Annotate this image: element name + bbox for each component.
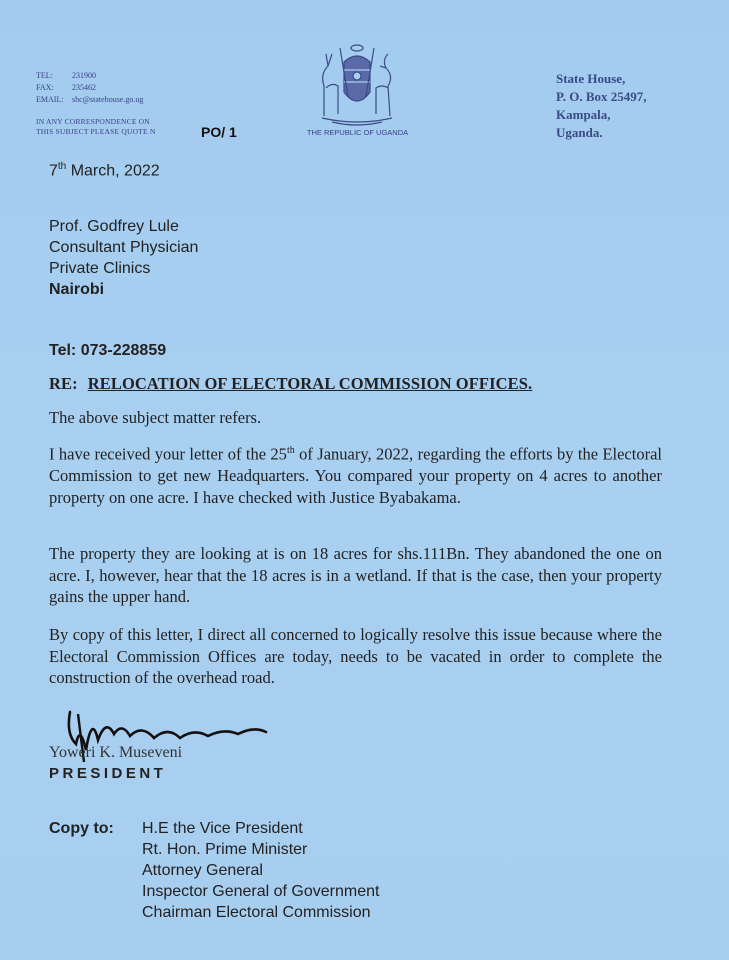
- contact-details: [36, 70, 143, 106]
- contact-value: shc@statehouse.go.ug: [72, 95, 144, 104]
- date-day: 7: [49, 162, 58, 180]
- copy-to-item: Attorney General: [142, 862, 263, 879]
- copy-to-item: Chairman Electoral Commission: [142, 904, 371, 921]
- contact-label: EMAIL:: [36, 95, 64, 104]
- date-suffix: th: [57, 161, 67, 172]
- contact-row: [36, 82, 143, 94]
- coat-of-arms-icon: [302, 36, 412, 128]
- contact-row: [36, 94, 143, 106]
- address-line: Uganda.: [556, 125, 603, 140]
- paragraph-2-start: I have received your letter of the 25: [49, 444, 287, 464]
- subject-label: RE:: [49, 374, 78, 393]
- copy-to-label: Copy to:: [49, 820, 114, 837]
- paragraph-2-rest: of January, 2022, regarding the efforts by the Electoral Commission to get new Headquarters. You compared your property on 4 acres to another property on one acre. I have checked with Justice Byabakama.: [49, 444, 662, 507]
- address-line: Kampala,: [556, 107, 611, 122]
- quote-line-2: THIS SUBJECT PLEASE QUOTE N: [36, 127, 156, 136]
- copy-to-item: Inspector General of Government: [142, 883, 380, 900]
- recipient-block: [49, 216, 198, 300]
- recipient-line: Nairobi: [49, 281, 105, 298]
- copy-to-item: Rt. Hon. Prime Minister: [142, 841, 308, 858]
- recipient-line: Private Clinics: [49, 260, 151, 277]
- paragraph-2-sup: th: [286, 445, 295, 456]
- recipient-line: Prof. Godfrey Lule: [49, 218, 179, 235]
- copy-to-list: [142, 818, 379, 923]
- quote-notice: [36, 117, 155, 137]
- subject-text: RELOCATION OF ELECTORAL COMMISSION OFFICES.: [87, 374, 533, 393]
- quote-line-1: IN ANY CORRESPONDENCE ON: [36, 117, 150, 126]
- recipient-tel: Tel: 073-228859: [49, 342, 167, 359]
- letter-date: [49, 161, 160, 180]
- paragraph-4: By copy of this letter, I direct all concerned to logically resolve this issue because where the Electoral Commission Offices are today, needs to be vacated in order to complete the construction of the overhead road.: [49, 625, 662, 687]
- date-rest: March, 2022: [66, 162, 160, 180]
- copy-to-block: [49, 818, 379, 923]
- address-line: P. O. Box 25497,: [556, 89, 647, 104]
- copy-to-item: H.E the Vice President: [142, 820, 303, 837]
- contact-label: FAX:: [36, 83, 54, 92]
- paragraph-2: [49, 440, 662, 508]
- address-line: State House,: [556, 71, 626, 86]
- subject-line: [49, 374, 532, 394]
- reference-number: PO/ 1: [201, 124, 237, 140]
- signatory-name: Yoweri K. Museveni: [49, 744, 183, 761]
- sender-address: [556, 70, 647, 142]
- contact-value: 235462: [72, 83, 96, 92]
- contact-label: TEL:: [36, 71, 53, 80]
- contact-row: [36, 70, 143, 82]
- paragraph-3: The property they are looking at is on 18 acres for shs.111Bn. They abandoned the one on acre. I, however, hear that the 18 acres is in a wetland. If that is the case, then your property gains the upper hand.: [49, 544, 662, 606]
- recipient-line: Consultant Physician: [49, 239, 199, 256]
- contact-value: 231900: [72, 71, 96, 80]
- republic-label: THE REPUBLIC OF UGANDA: [306, 128, 409, 137]
- signatory-title: PRESIDENT: [49, 765, 167, 782]
- paragraph-1: The above subject matter refers.: [49, 408, 262, 427]
